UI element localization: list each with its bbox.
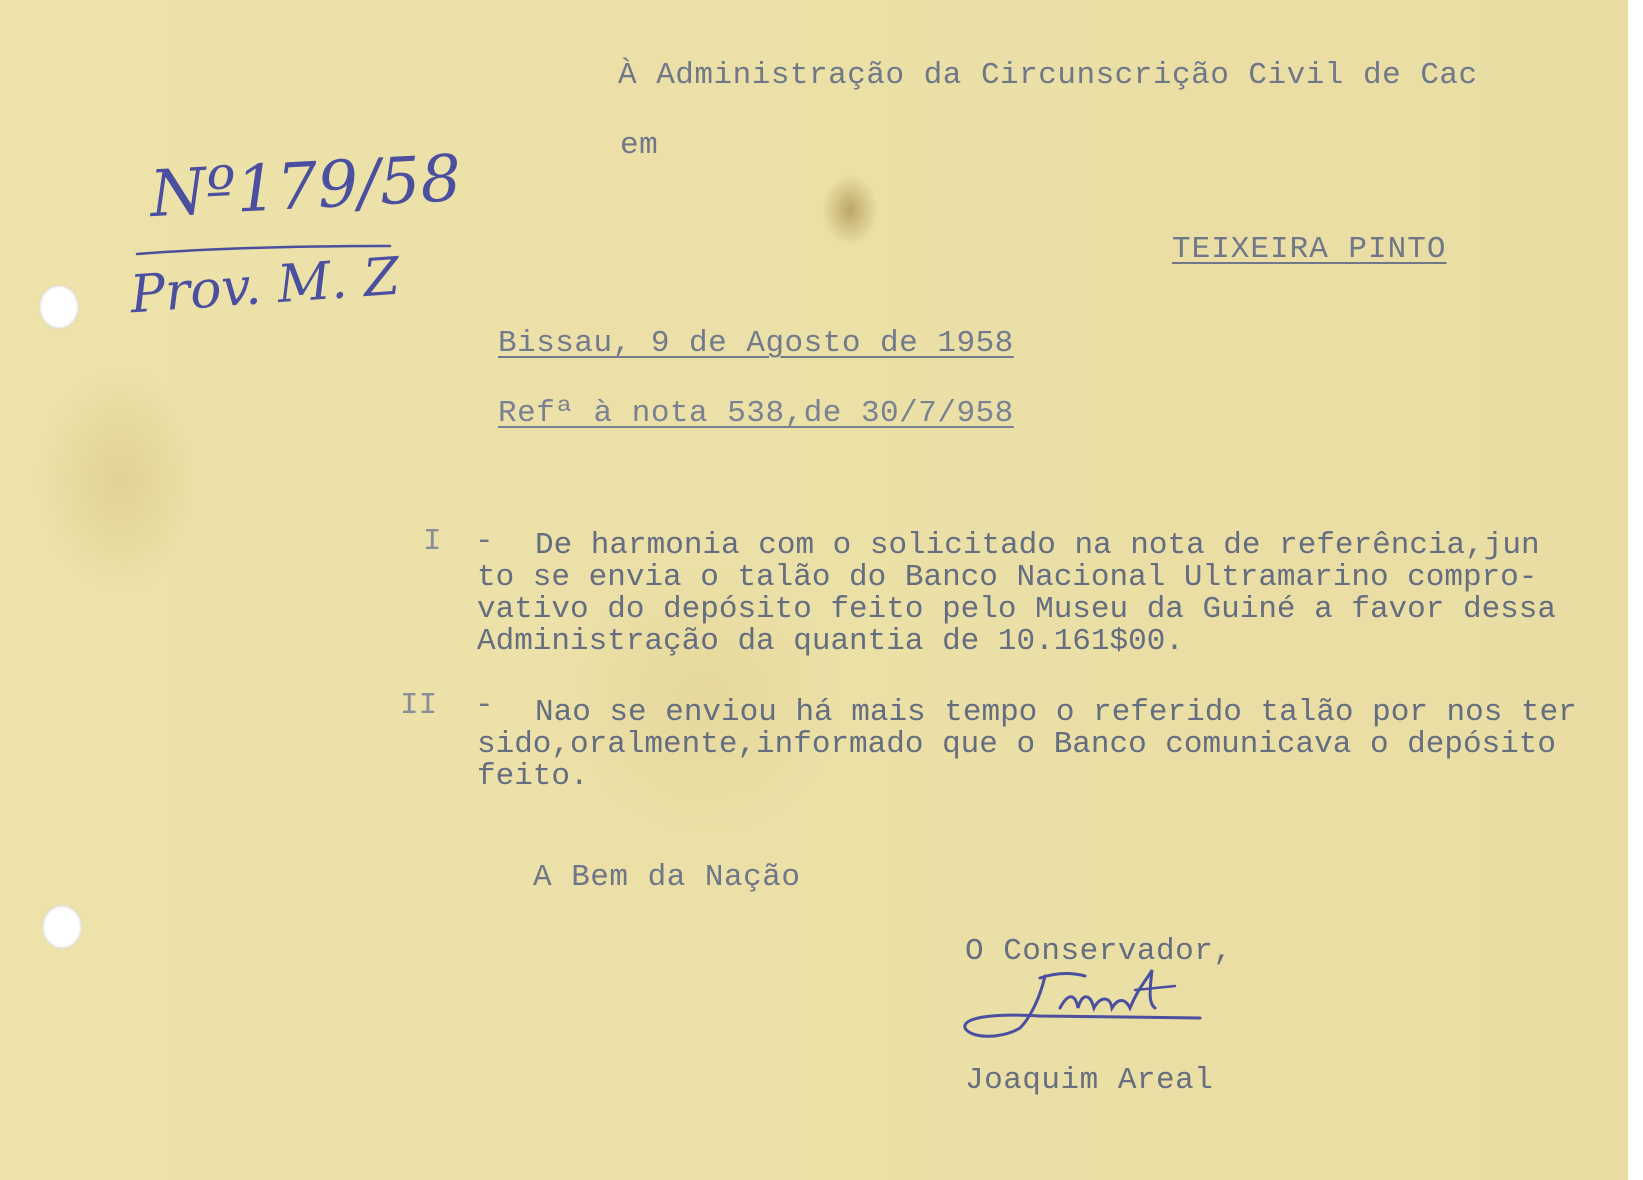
reference-line: Refª à nota 538,de 30/7/958: [498, 396, 1014, 431]
date-line: Bissau, 9 de Agosto de 1958: [498, 326, 1014, 361]
paragraph-1-line-4: Administração da quantia de 10.161$00.: [477, 624, 1184, 659]
paragraph-1-line-2: to se envia o talão do Banco Nacional Ultramarino compro-: [477, 560, 1538, 595]
closing-salutation: A Bem da Nação: [533, 860, 801, 895]
paragraph-1-dash: -: [475, 524, 494, 559]
signatory-title: O Conservador,: [965, 934, 1233, 969]
scan-margin: [1628, 0, 1643, 1180]
recipient-line: À Administração da Circunscrição Civil de Cac: [618, 58, 1478, 93]
paragraph-2-number: II: [400, 688, 438, 723]
paragraph-1-number: I: [423, 524, 442, 559]
signature-icon: [960, 968, 1230, 1058]
paragraph-1-line-1: De harmonia com o solicitado na nota de referência,jun: [535, 528, 1540, 563]
punch-hole-top: [39, 285, 79, 329]
em-label: em: [620, 128, 659, 163]
place-name: TEIXEIRA PINTO: [1172, 232, 1447, 267]
handwritten-prov-note: Prov. M. Z: [128, 246, 402, 326]
handwritten-number-note: Nº179/58: [148, 141, 463, 233]
paragraph-2-dash: -: [475, 688, 494, 723]
paragraph-2-line-1: Nao se enviou há mais tempo o referido talão por nos ter: [535, 695, 1577, 730]
paragraph-2-line-2: sido,oralmente,informado que o Banco comunicava o depósito: [477, 727, 1556, 762]
punch-hole-bottom: [42, 905, 82, 949]
paragraph-1-line-3: vativo do depósito feito pelo Museu da Guiné a favor dessa: [477, 592, 1556, 627]
paragraph-2-line-3: feito.: [477, 759, 589, 794]
signatory-name: Joaquim Areal: [965, 1063, 1214, 1098]
